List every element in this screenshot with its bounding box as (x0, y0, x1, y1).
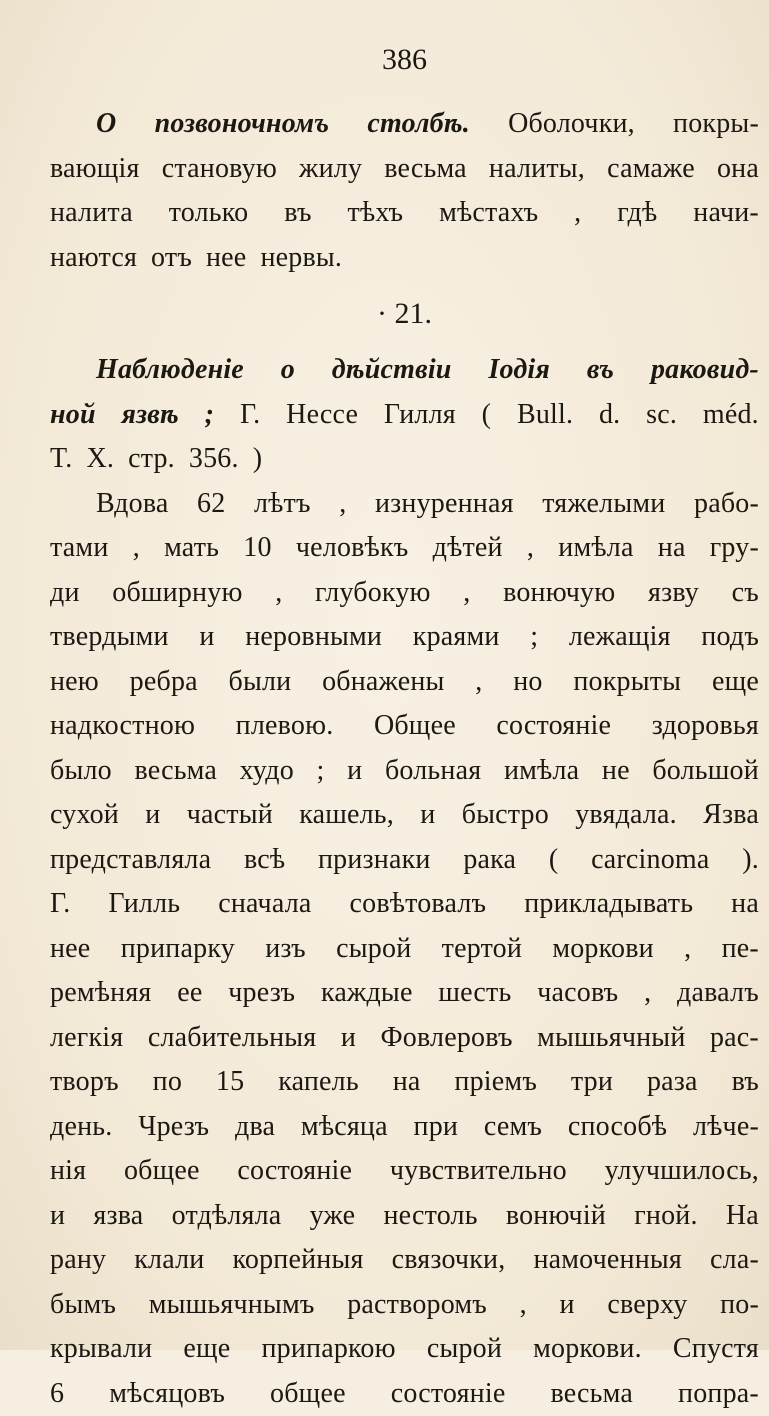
word: каждые (321, 971, 413, 1016)
word: , (644, 971, 651, 1016)
word: сверху (607, 1283, 687, 1328)
word: сухой (50, 793, 119, 838)
word: въ (284, 191, 311, 236)
word: позвоночномъ (155, 102, 330, 147)
word: легкія (50, 1016, 123, 1061)
text-line (50, 793, 759, 838)
text-line (50, 1149, 759, 1194)
word: чувствительно (390, 1149, 567, 1194)
word: мѣсяца (301, 1105, 388, 1150)
word: весьма (550, 1372, 633, 1416)
word: ; (317, 749, 325, 794)
word: 356. (189, 437, 239, 482)
text-line (50, 1016, 759, 1061)
word: при (414, 1105, 459, 1150)
word: гдѣ (617, 191, 657, 236)
word: самаже (607, 147, 695, 192)
word: , (339, 482, 346, 527)
word: ди (50, 571, 80, 616)
word: нервы. (260, 236, 342, 281)
word: общее (124, 1149, 200, 1194)
word: , (133, 526, 140, 571)
word: состояніе (391, 1372, 506, 1416)
word: имѣла (504, 749, 579, 794)
word: О (96, 102, 116, 147)
word: тѣхъ (348, 191, 404, 236)
word: мышьячнымъ (149, 1283, 315, 1328)
word: сначала (218, 882, 311, 927)
word: еще (183, 1327, 230, 1372)
word: ремѣняя (50, 971, 152, 1016)
word: мать (164, 526, 219, 571)
text-line (50, 571, 759, 616)
word: состояніе (237, 1149, 352, 1194)
word: мышьячный (537, 1016, 685, 1061)
word: по- (720, 1283, 759, 1328)
text-line (50, 102, 759, 147)
word: лѣче- (693, 1105, 759, 1150)
word: Язва (703, 793, 759, 838)
word: X. (86, 437, 114, 482)
word: неровными (245, 615, 382, 660)
text-line (50, 1194, 759, 1239)
word: совѣтовалъ (350, 882, 487, 927)
word: рану (50, 1238, 106, 1283)
word: , (684, 927, 691, 972)
word: весьма (384, 147, 467, 192)
word: гной. (634, 1194, 697, 1239)
word: Фовлеровъ (380, 1016, 512, 1061)
word: , (463, 571, 470, 616)
word: гру- (710, 526, 759, 571)
word: чрезъ (228, 971, 295, 1016)
word: ребра (130, 660, 198, 705)
word: рас- (710, 1016, 759, 1061)
word: пріемъ (454, 1060, 537, 1105)
word: , (520, 1283, 527, 1328)
word: имѣла (558, 526, 633, 571)
word: два (235, 1105, 275, 1150)
word: мѣсяцовъ (109, 1372, 225, 1416)
word: стр. (128, 437, 175, 482)
text-line (50, 882, 759, 927)
word: méd. (703, 393, 759, 438)
word: и (145, 793, 160, 838)
word: , (527, 526, 534, 571)
word: но (513, 660, 542, 705)
word: моркови. (533, 1327, 642, 1372)
word: капель (278, 1060, 359, 1105)
word: тяжелыми (542, 482, 665, 527)
word: общее (270, 1372, 346, 1416)
word: d. (599, 393, 620, 438)
word: Наблюденіе (96, 348, 244, 393)
word: кашель, (299, 793, 394, 838)
text-line (50, 704, 759, 749)
word: 62 (197, 482, 225, 527)
word: нія (50, 1149, 86, 1194)
word: творъ (50, 1060, 119, 1105)
word: Bull. (517, 393, 573, 438)
word: Общее (374, 704, 456, 749)
word: прикладывать (524, 882, 693, 927)
word: , (574, 191, 581, 236)
word: рабо- (694, 482, 759, 527)
word: глубокую (315, 571, 431, 616)
word: Гилль (108, 882, 180, 927)
word: обнажены (322, 660, 444, 705)
word: лѣтъ (254, 482, 311, 527)
word: Г. (240, 393, 260, 438)
word: были (229, 660, 292, 705)
word: частый (187, 793, 273, 838)
word: слабительныя (148, 1016, 317, 1061)
text-line (50, 482, 759, 527)
word: Спустя (673, 1327, 759, 1372)
section-number: · 21. (50, 294, 759, 334)
word: клали (134, 1238, 204, 1283)
word: ; (205, 393, 215, 438)
word: T. (50, 437, 72, 482)
word: дѣйствіи (332, 348, 452, 393)
word: быстро (462, 793, 549, 838)
word: ( (549, 838, 559, 883)
word: въ (587, 348, 614, 393)
word: семъ (484, 1105, 542, 1150)
word: лежащія (569, 615, 671, 660)
word: Чрезъ (138, 1105, 209, 1150)
word: и (347, 749, 362, 794)
word: Вдова (96, 482, 169, 527)
word: нее (206, 236, 246, 281)
word: ) (253, 437, 263, 482)
word: раза (647, 1060, 698, 1105)
word: она (717, 147, 759, 192)
word: способѣ (568, 1105, 667, 1150)
word: большой (652, 749, 759, 794)
word: твердыми (50, 615, 169, 660)
word: еще (712, 660, 759, 705)
word: шесть (438, 971, 511, 1016)
word: нее (50, 927, 90, 972)
text-line (50, 1105, 759, 1150)
word: столбѣ. (367, 102, 470, 147)
word: три (571, 1060, 613, 1105)
word: на (731, 882, 759, 927)
text-line (50, 1327, 759, 1372)
word: На (726, 1194, 759, 1239)
text-line (50, 348, 759, 393)
word: становую (162, 147, 277, 192)
word: день. (50, 1105, 112, 1150)
word: дѣтей (433, 526, 503, 571)
word: не (602, 749, 630, 794)
word: и (199, 615, 214, 660)
word: налита (50, 191, 133, 236)
word: надкостною (50, 704, 195, 749)
word: крывали (50, 1327, 152, 1372)
word: Оболочки, (508, 102, 635, 147)
word: отъ (151, 236, 192, 281)
word: вонючую (503, 571, 615, 616)
word: худо (240, 749, 294, 794)
word: 6 (50, 1372, 64, 1416)
word: на (658, 526, 686, 571)
word: сла- (710, 1238, 759, 1283)
word: Г. (50, 882, 70, 927)
word: ной (50, 393, 96, 438)
word: язва (93, 1194, 143, 1239)
text-line (50, 615, 759, 660)
word: 15 (216, 1060, 244, 1105)
text-line (50, 749, 759, 794)
word: язвѣ (122, 393, 179, 438)
text-line (50, 236, 759, 281)
word: о (281, 348, 295, 393)
word: изъ (265, 927, 306, 972)
word: ее (177, 971, 202, 1016)
text-line (50, 1238, 759, 1283)
paragraph-spinal-column (50, 102, 759, 280)
word: давалъ (677, 971, 759, 1016)
text-line (50, 660, 759, 705)
word: вонючій (506, 1194, 606, 1239)
word: и (50, 1194, 65, 1239)
word: Нессе (286, 393, 358, 438)
word: намоченныя (533, 1238, 682, 1283)
word: бымъ (50, 1283, 116, 1328)
observation-heading (50, 348, 759, 482)
word: ; (530, 615, 538, 660)
word: покры- (673, 102, 759, 147)
word: увядала. (575, 793, 677, 838)
text-line (50, 526, 759, 571)
word: представляла (50, 838, 211, 883)
text-line (50, 147, 759, 192)
text-line (50, 437, 759, 482)
word: и (341, 1016, 356, 1061)
word: уже (310, 1194, 356, 1239)
word: всѣ (244, 838, 285, 883)
text-line (50, 971, 759, 1016)
word: съ (732, 571, 759, 616)
word: попра- (678, 1372, 759, 1416)
word: язву (648, 571, 699, 616)
word: часовъ (537, 971, 618, 1016)
text-line (50, 1060, 759, 1105)
word: начи- (693, 191, 759, 236)
word: Іодія (488, 348, 550, 393)
word: весьма (134, 749, 217, 794)
word: нею (50, 660, 99, 705)
word: наются (50, 236, 137, 281)
case-description (50, 482, 759, 1416)
word: , (475, 660, 482, 705)
word: раковид- (651, 348, 759, 393)
word: и (560, 1283, 575, 1328)
word: обширную (112, 571, 242, 616)
word: и (420, 793, 435, 838)
text-line (50, 1372, 759, 1416)
word: 10 (243, 526, 271, 571)
word: связочки, (392, 1238, 506, 1283)
page-number: 386 (50, 40, 759, 80)
word: сырой (336, 927, 411, 972)
word: тами (50, 526, 109, 571)
word: покрыты (573, 660, 681, 705)
text-line (50, 1283, 759, 1328)
text-line (50, 838, 759, 883)
word: налиты, (489, 147, 585, 192)
word: припарку (121, 927, 235, 972)
word: плевою. (236, 704, 334, 749)
word: сырой (427, 1327, 502, 1372)
word: здоровья (652, 704, 759, 749)
word: нестоль (383, 1194, 477, 1239)
word: рака (463, 838, 516, 883)
word: корпейныя (233, 1238, 364, 1283)
word: пе- (722, 927, 759, 972)
word: по (153, 1060, 182, 1105)
word: припаркою (261, 1327, 395, 1372)
word: изнуренная (375, 482, 514, 527)
word: краями (413, 615, 500, 660)
word: вающія (50, 147, 140, 192)
word: Гилля (384, 393, 456, 438)
word: ). (742, 838, 759, 883)
word: мѣстахъ (439, 191, 538, 236)
word: sc. (646, 393, 677, 438)
text-line (50, 393, 759, 438)
word: подъ (701, 615, 759, 660)
text-line (50, 927, 759, 972)
word: жилу (299, 147, 362, 192)
word: признаки (318, 838, 431, 883)
word: тертой (442, 927, 522, 972)
word: ( (482, 393, 492, 438)
word: было (50, 749, 112, 794)
word: отдѣляла (172, 1194, 282, 1239)
word: carcinoma (591, 838, 709, 883)
word: только (169, 191, 249, 236)
word: состояніе (496, 704, 611, 749)
word: улучшилось, (605, 1149, 759, 1194)
word: на (393, 1060, 421, 1105)
word: моркови (552, 927, 654, 972)
word: человѣкъ (296, 526, 409, 571)
word: въ (732, 1060, 759, 1105)
word: растворомъ (347, 1283, 487, 1328)
text-line (50, 191, 759, 236)
word: , (275, 571, 282, 616)
word: больная (385, 749, 481, 794)
